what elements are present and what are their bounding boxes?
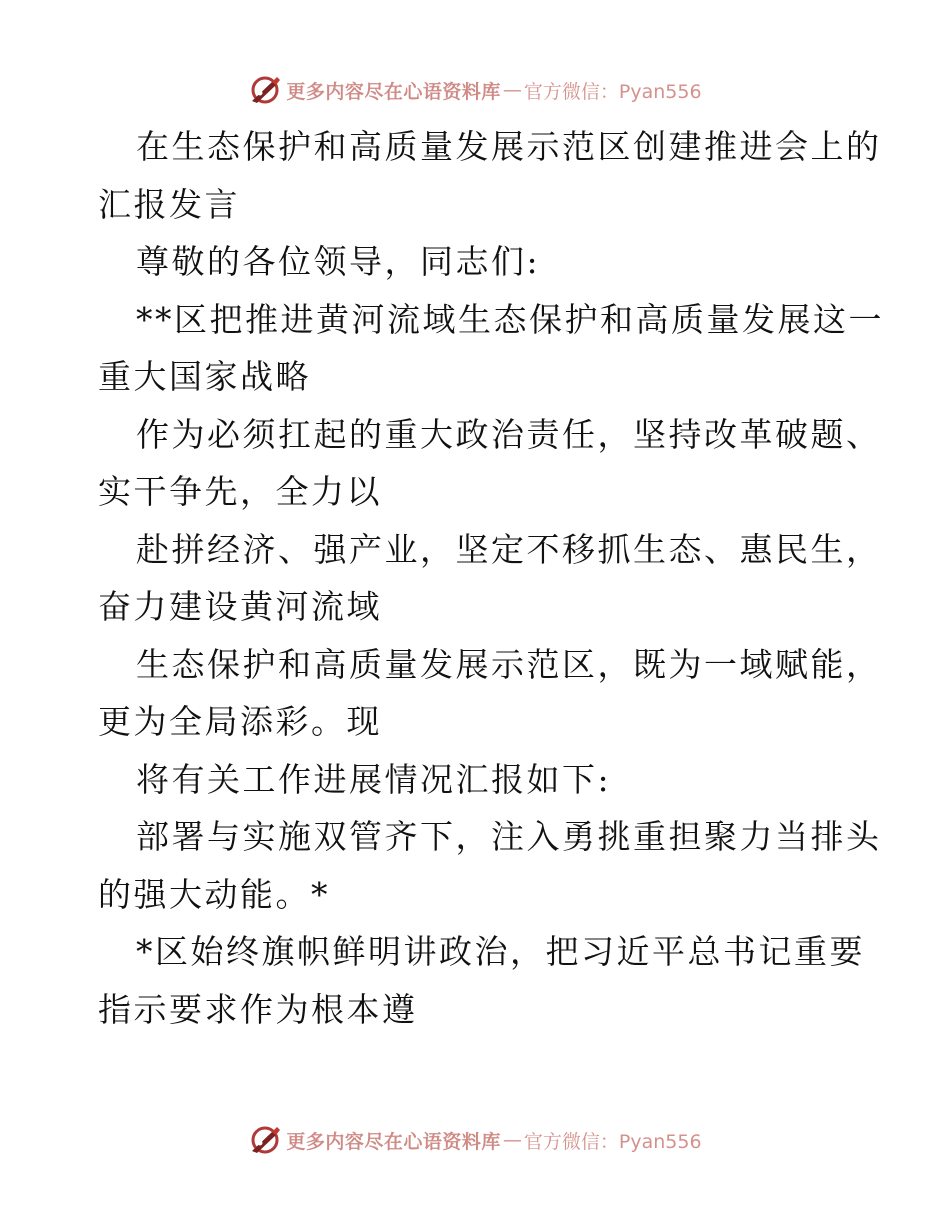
paragraph-line: 奋力建设黄河流域 — [98, 587, 382, 626]
footer-banner — [0, 1120, 950, 1160]
banner-main-text: 更多内容尽在心语资料库 — [286, 1130, 501, 1153]
paragraph-line: 部署与实施双管齐下，注入勇挑重担聚力当排头 — [136, 817, 882, 856]
paragraph-line: 重大国家战略 — [98, 357, 311, 396]
banner-main-text: 更多内容尽在心语资料库 — [286, 80, 501, 103]
document-body — [98, 118, 884, 1038]
paragraph-line: 尊敬的各位领导，同志们: — [136, 242, 541, 281]
banner-sub-text: 官方微信：Pyan556 — [523, 1130, 702, 1153]
paragraph-line: *区始终旗帜鲜明讲政治，把习近平总书记重要 — [136, 932, 865, 971]
paragraph-line: 将有关工作进展情况汇报如下: — [136, 759, 612, 799]
paragraph-line: 实干争先，全力以 — [98, 472, 382, 511]
paragraph-line: 更为全局添彩。现 — [98, 702, 382, 741]
paragraph-line: 指示要求作为根本遵 — [98, 989, 418, 1029]
pen-logo-icon — [248, 73, 282, 107]
paragraph-line: **区把推进黄河流域生态保护和高质量发展这一 — [136, 299, 884, 339]
paragraph-line: 的强大动能。* — [98, 874, 330, 914]
banner-separator: — — [502, 1129, 522, 1151]
paragraph-line: 生态保护和高质量发展示范区，既为一域赋能， — [136, 644, 882, 684]
banner-separator: — — [502, 79, 522, 101]
paragraph-line: 汇报发言 — [98, 184, 240, 224]
pen-logo-icon — [248, 1123, 282, 1157]
paragraph-line: 作为必须扛起的重大政治责任，坚持改革破题、 — [136, 414, 882, 454]
paragraph-line: 赴拼经济、强产业，坚定不移抓生态、惠民生， — [136, 529, 882, 569]
paragraph-line: 在生态保护和高质量发展示范区创建推进会上的 — [136, 127, 882, 166]
banner-sub-text: 官方微信：Pyan556 — [523, 80, 702, 103]
header-banner — [0, 70, 950, 110]
